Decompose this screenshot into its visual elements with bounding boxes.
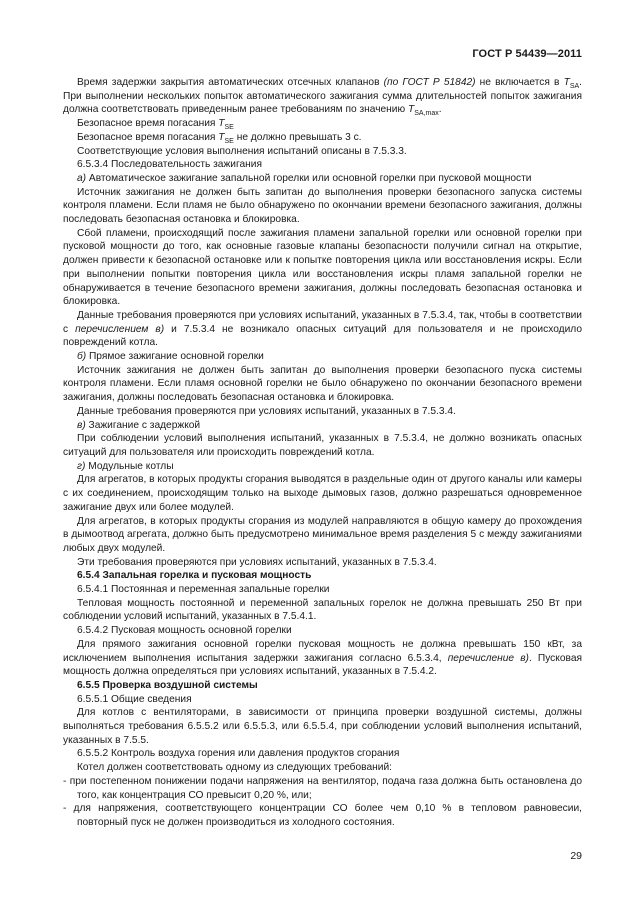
text-run: Прямое зажигание основной горелки (86, 351, 264, 363)
list-item (63, 775, 582, 802)
text-run: Модульные котлы (85, 460, 174, 472)
italic-text: в) (77, 419, 86, 431)
text-run: 6.5.5 Проверка воздушной системы (77, 679, 258, 691)
paragraph (63, 473, 582, 514)
text-run: Зажигание с задержкой (85, 419, 201, 431)
italic-text: T (218, 118, 225, 130)
text-run: Соответствующие условия выполнения испытаний описаны в 7.5.3.3. (77, 145, 407, 157)
paragraph (63, 145, 582, 159)
paragraph (63, 747, 582, 761)
paragraph (63, 364, 582, 405)
subscript: SA,max (414, 110, 439, 118)
document-header: ГОСТ Р 54439—2011 (472, 48, 582, 60)
text-run: и 7.5.3.4 не возникало опасных ситуаций для пользователя и не происходило повреждений котла. (63, 323, 582, 349)
subscript: SA (569, 83, 580, 91)
italic-text: б) (77, 351, 87, 363)
paragraph (63, 597, 582, 624)
paragraph (63, 556, 582, 570)
paragraph (63, 432, 582, 459)
paragraph (63, 638, 582, 679)
text-run: Данные требования проверяются при условиях испытаний, указанных в 7.5.3.4. (77, 405, 456, 417)
text-run: для напряжения, соответствующего концентрации СО более чем 0,10 % в тепловом равновесии, повторный пуск не должен производиться из холодного состояния. (73, 803, 582, 828)
paragraph (63, 706, 582, 747)
text-run: Для агрегатов, в которых продукты сгорания выводятся в раздельные один от другого каналы или камеры с их соединением, происходящим только на выходе дымовых газов, должно разрешаться одновременное зажигание двух или более модулей. (63, 474, 582, 513)
text-run: Для агрегатов, в которых продукты сгорания из модулей направляются в общую камеру до прохождения в дымоотвод агрегата, должно быть предусмотрено минимальное время разделения 5 с между зажиганиями любых двух модулей. (63, 515, 582, 554)
text-run: Эти требования проверяются при условиях испытаний, указанных в 7.5.3.4. (77, 556, 437, 568)
subscript: SE (224, 124, 234, 132)
paragraph (63, 405, 582, 419)
paragraph (63, 515, 582, 556)
italic-text: T (218, 131, 225, 143)
text-run: 6.5.4 Запальная горелка и пусковая мощность (77, 570, 312, 582)
text-run: 6.5.4.2 Пусковая мощность основной горелки (77, 625, 292, 637)
text-run: При соблюдении условий выполнения испытаний, указанных в 7.5.3.4, не должно возникать опасных ситуаций для пользователя или происходить повреждений котла. (63, 433, 582, 458)
text-run: . (438, 104, 442, 116)
text-run: не должно превышать 3 с. (233, 131, 362, 143)
paragraph (63, 419, 582, 433)
text-run: Время задержки закрытия автоматических отсечных клапанов (77, 77, 384, 88)
text-run: 6.5.5.2 Контроль воздуха горения или давления продуктов сгорания (77, 748, 400, 760)
text-run: Безопасное время погасания (77, 131, 219, 143)
text-run: Сбой пламени, происходящий после зажигания пламени запальной горелки или основной горелки при пусковой мощности до того, как основные газовые клапаны безопасности получили сигнал на открытие, должен привести к безопасной остановке или к попытке повторения цикла или восстановления искры. Если при выполнении попытки повторения цикла или восстановления искры пламя запальной горелки не обнаруживается в течение безопасного времени зажигания, должны последовать безопасная остановка и блокировка. (63, 227, 582, 308)
text-run: 6.5.4.1 Постоянная и переменная запальные горелки (77, 584, 330, 596)
text-run: Автоматическое зажигание запальной горелки или основной горелки при пусковой мощности (86, 172, 532, 184)
italic-text: (по ГОСТ Р 51842) (383, 77, 476, 88)
text-run: Безопасное время погасания (77, 118, 219, 130)
italic-text: а) (77, 172, 87, 184)
text-run: Данные требования проверяются при условиях испытаний, указанных в 7.5.3.4, так, чтобы в соответствии с (63, 309, 582, 335)
text-run: Источник зажигания не должен быть запитан до выполнения проверки безопасного пуска системы контроля пламени. Если пламя основной горелки не было обнаружено по окончании безопасного времени зажигания, должны последовать безопасная остановка и блокировка. (63, 364, 582, 404)
italic-text: перечислением в) (75, 323, 165, 335)
text-run: Тепловая мощность постоянной и переменной запальных горелок не должна превышать 250 Вт при соблюдении условий испытаний, указанных в 7.5.4.1. (63, 597, 582, 623)
text-run: Для прямого зажигания основной горелки пусковая мощность не должна превышать 150 кВт, за исключением выполнения испытания задержки зажигания согласно 6.5.3.4, (63, 638, 582, 664)
paragraph (63, 172, 582, 186)
paragraph (63, 624, 582, 638)
paragraph (63, 761, 582, 775)
paragraph (63, 583, 582, 597)
italic-text: г) (77, 460, 86, 472)
paragraph (63, 158, 582, 172)
italic-text: перечисление в) (447, 652, 529, 664)
text-run: 6.5.3.4 Последовательность зажигания (77, 159, 262, 171)
text-run: Котел должен соответствовать одному из следующих требований: (77, 762, 392, 774)
paragraph (63, 693, 582, 707)
paragraph (63, 227, 582, 309)
paragraph (63, 117, 582, 131)
italic-text: T (563, 77, 570, 88)
list-item (63, 802, 582, 829)
text-run: Для котлов с вентиляторами, в зависимости от принципа проверки воздушной системы, должны выполняться требования 6.5.5.2 или 6.5.5.3, или 6.5.5.4, при соблюдении условий выполнения испытаний, указанных в 7.5.5. (63, 707, 582, 746)
paragraph (63, 350, 582, 364)
text-run: при постепенном понижении подачи напряжения на вентилятор, подача газа должна быть остановлена до того, как концентрация СО превысит 0,20 %, или; (69, 775, 582, 801)
section-heading (63, 569, 582, 583)
paragraph (63, 309, 582, 350)
text-run: Источник зажигания не должен быть запитан до выполнения проверки безопасного запуска системы контроля пламени. Если пламя не было обнаружено по окончании времени безопасного зажигания, должны последовать безопасная остановка и блокировка. (63, 186, 582, 226)
page-number: 29 (570, 850, 582, 862)
subscript: SE (224, 137, 234, 145)
paragraph (63, 76, 582, 117)
text-run: . При выполнении нескольких попыток автоматического зажигания сумма длительностей попыток зажигания должна соответствовать приведенным ранее требованиям по значению (63, 77, 582, 116)
paragraph (63, 460, 582, 474)
paragraph (63, 131, 582, 145)
text-run: не включается в (475, 77, 564, 88)
section-heading (63, 679, 582, 693)
text-run: . Пусковая мощность должна определяться при условиях испытаний, указанных в 7.5.4.2. (63, 652, 582, 678)
document-body (63, 76, 582, 830)
italic-text: T (407, 104, 415, 116)
paragraph (63, 186, 582, 227)
text-run: 6.5.5.1 Общие сведения (77, 693, 192, 705)
